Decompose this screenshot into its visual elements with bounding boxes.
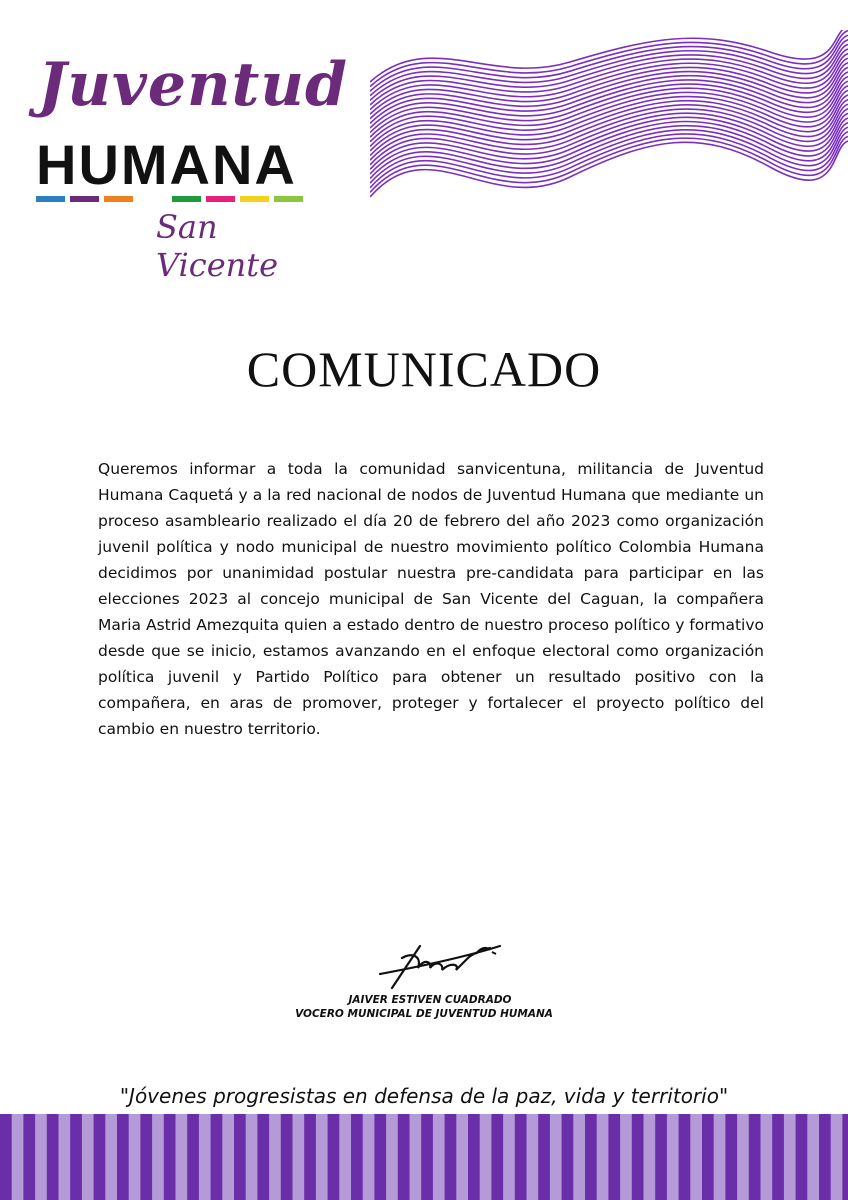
stripe — [421, 1114, 433, 1200]
stripe — [527, 1114, 539, 1200]
stripe — [12, 1114, 24, 1200]
stripe — [761, 1114, 773, 1200]
stripe — [293, 1114, 305, 1200]
stripe — [23, 1114, 35, 1200]
logo-color-segment — [274, 196, 303, 202]
stripe — [702, 1114, 714, 1200]
stripe — [573, 1114, 585, 1200]
stripe — [59, 1114, 71, 1200]
stripe — [0, 1114, 12, 1200]
signer-role: VOCERO MUNICIPAL DE JUVENTUD HUMANA — [295, 1008, 553, 1020]
stripe — [737, 1114, 749, 1200]
page-title: COMUNICADO — [246, 341, 602, 397]
stripe — [82, 1114, 94, 1200]
stripe — [339, 1114, 351, 1200]
stripe — [94, 1114, 106, 1200]
stripe — [644, 1114, 656, 1200]
stripe — [410, 1114, 422, 1200]
stripe — [491, 1114, 503, 1200]
stripe — [304, 1114, 316, 1200]
footer-stripes — [0, 1114, 848, 1200]
stripe — [585, 1114, 597, 1200]
stripe — [281, 1114, 293, 1200]
stripe — [456, 1114, 468, 1200]
stripe — [714, 1114, 726, 1200]
stripe — [47, 1114, 59, 1200]
logo-color-segment — [240, 196, 269, 202]
stripe — [222, 1114, 234, 1200]
stripe — [515, 1114, 527, 1200]
stripe — [562, 1114, 574, 1200]
stripe — [620, 1114, 632, 1200]
logo-subtitle: San Vicente — [156, 208, 279, 284]
body-paragraph: Queremos informar a toda la comunidad sanvicentuna, militancia de Juventud Humana Caquetá y a la red nacional de nodos de Juventud Humana que mediante un proceso asambleario realizado el día 20 de febrero del año 2023 como organización juvenil política y nodo municipal de nuestro movimiento político Colombia Humana decidimos por unanimidad postular nuestra pre-candidata para participar en las elecciones 2023 al concejo municipal de San Vicente del Caguan, la compañera Maria Astrid Amezquita quien a estado dentro de nuestro proceso político y formativo desde que se inicio, estamos avanzando en el enfoque electoral como organización política juvenil y Partido Político para obtener un resultado positivo con la compañera, en aras de promover, proteger y fortalecer el proyecto político del cambio en nuestro territorio. — [98, 460, 764, 738]
stripe — [187, 1114, 199, 1200]
stripe — [842, 1114, 848, 1200]
decorative-waves — [370, 30, 848, 215]
stripe — [234, 1114, 246, 1200]
stripe — [550, 1114, 562, 1200]
stripe — [632, 1114, 644, 1200]
stripe — [725, 1114, 737, 1200]
stripe — [386, 1114, 398, 1200]
logo-color-segment — [70, 196, 99, 202]
stripe — [655, 1114, 667, 1200]
logo-color-segment — [206, 196, 235, 202]
logo-color-segment — [36, 196, 65, 202]
footer-motto: "Jóvenes progresistas en defensa de la paz, vida y territorio" — [119, 1084, 729, 1108]
stripe — [445, 1114, 457, 1200]
stripe — [597, 1114, 609, 1200]
stripe — [117, 1114, 129, 1200]
stripe — [796, 1114, 808, 1200]
stripe — [211, 1114, 223, 1200]
stripe — [503, 1114, 515, 1200]
stripe — [152, 1114, 164, 1200]
stripe — [35, 1114, 47, 1200]
stripe — [690, 1114, 702, 1200]
stripe — [70, 1114, 82, 1200]
stripe — [129, 1114, 141, 1200]
stripe — [468, 1114, 480, 1200]
stripe — [667, 1114, 679, 1200]
stripe — [608, 1114, 620, 1200]
stripe — [257, 1114, 269, 1200]
stripe — [164, 1114, 176, 1200]
logo-color-segment — [104, 196, 133, 202]
logo — [34, 50, 348, 284]
stripe — [433, 1114, 445, 1200]
signer-name: JAIVER ESTIVEN CUADRADO — [348, 994, 512, 1006]
stripe — [784, 1114, 796, 1200]
stripe — [819, 1114, 831, 1200]
stripe — [831, 1114, 843, 1200]
logo-title-juventud: Juventud — [38, 50, 348, 120]
stripe — [316, 1114, 328, 1200]
stripe — [351, 1114, 363, 1200]
logo-title-humana: HUMANA — [36, 133, 297, 196]
stripe — [363, 1114, 375, 1200]
stripe — [538, 1114, 550, 1200]
stripe — [749, 1114, 761, 1200]
stripe — [176, 1114, 188, 1200]
stripe — [772, 1114, 784, 1200]
stripe — [246, 1114, 258, 1200]
stripe — [374, 1114, 386, 1200]
stripe — [679, 1114, 691, 1200]
stripe — [199, 1114, 211, 1200]
signature-scribble — [372, 928, 512, 994]
stripe — [328, 1114, 340, 1200]
stripe — [269, 1114, 281, 1200]
logo-color-segment — [138, 196, 167, 202]
stripe — [480, 1114, 492, 1200]
logo-color-bar — [36, 196, 303, 202]
stripe — [807, 1114, 819, 1200]
logo-color-segment — [172, 196, 201, 202]
stripe — [398, 1114, 410, 1200]
wave-line — [370, 141, 848, 197]
stripe — [140, 1114, 152, 1200]
stripe — [105, 1114, 117, 1200]
